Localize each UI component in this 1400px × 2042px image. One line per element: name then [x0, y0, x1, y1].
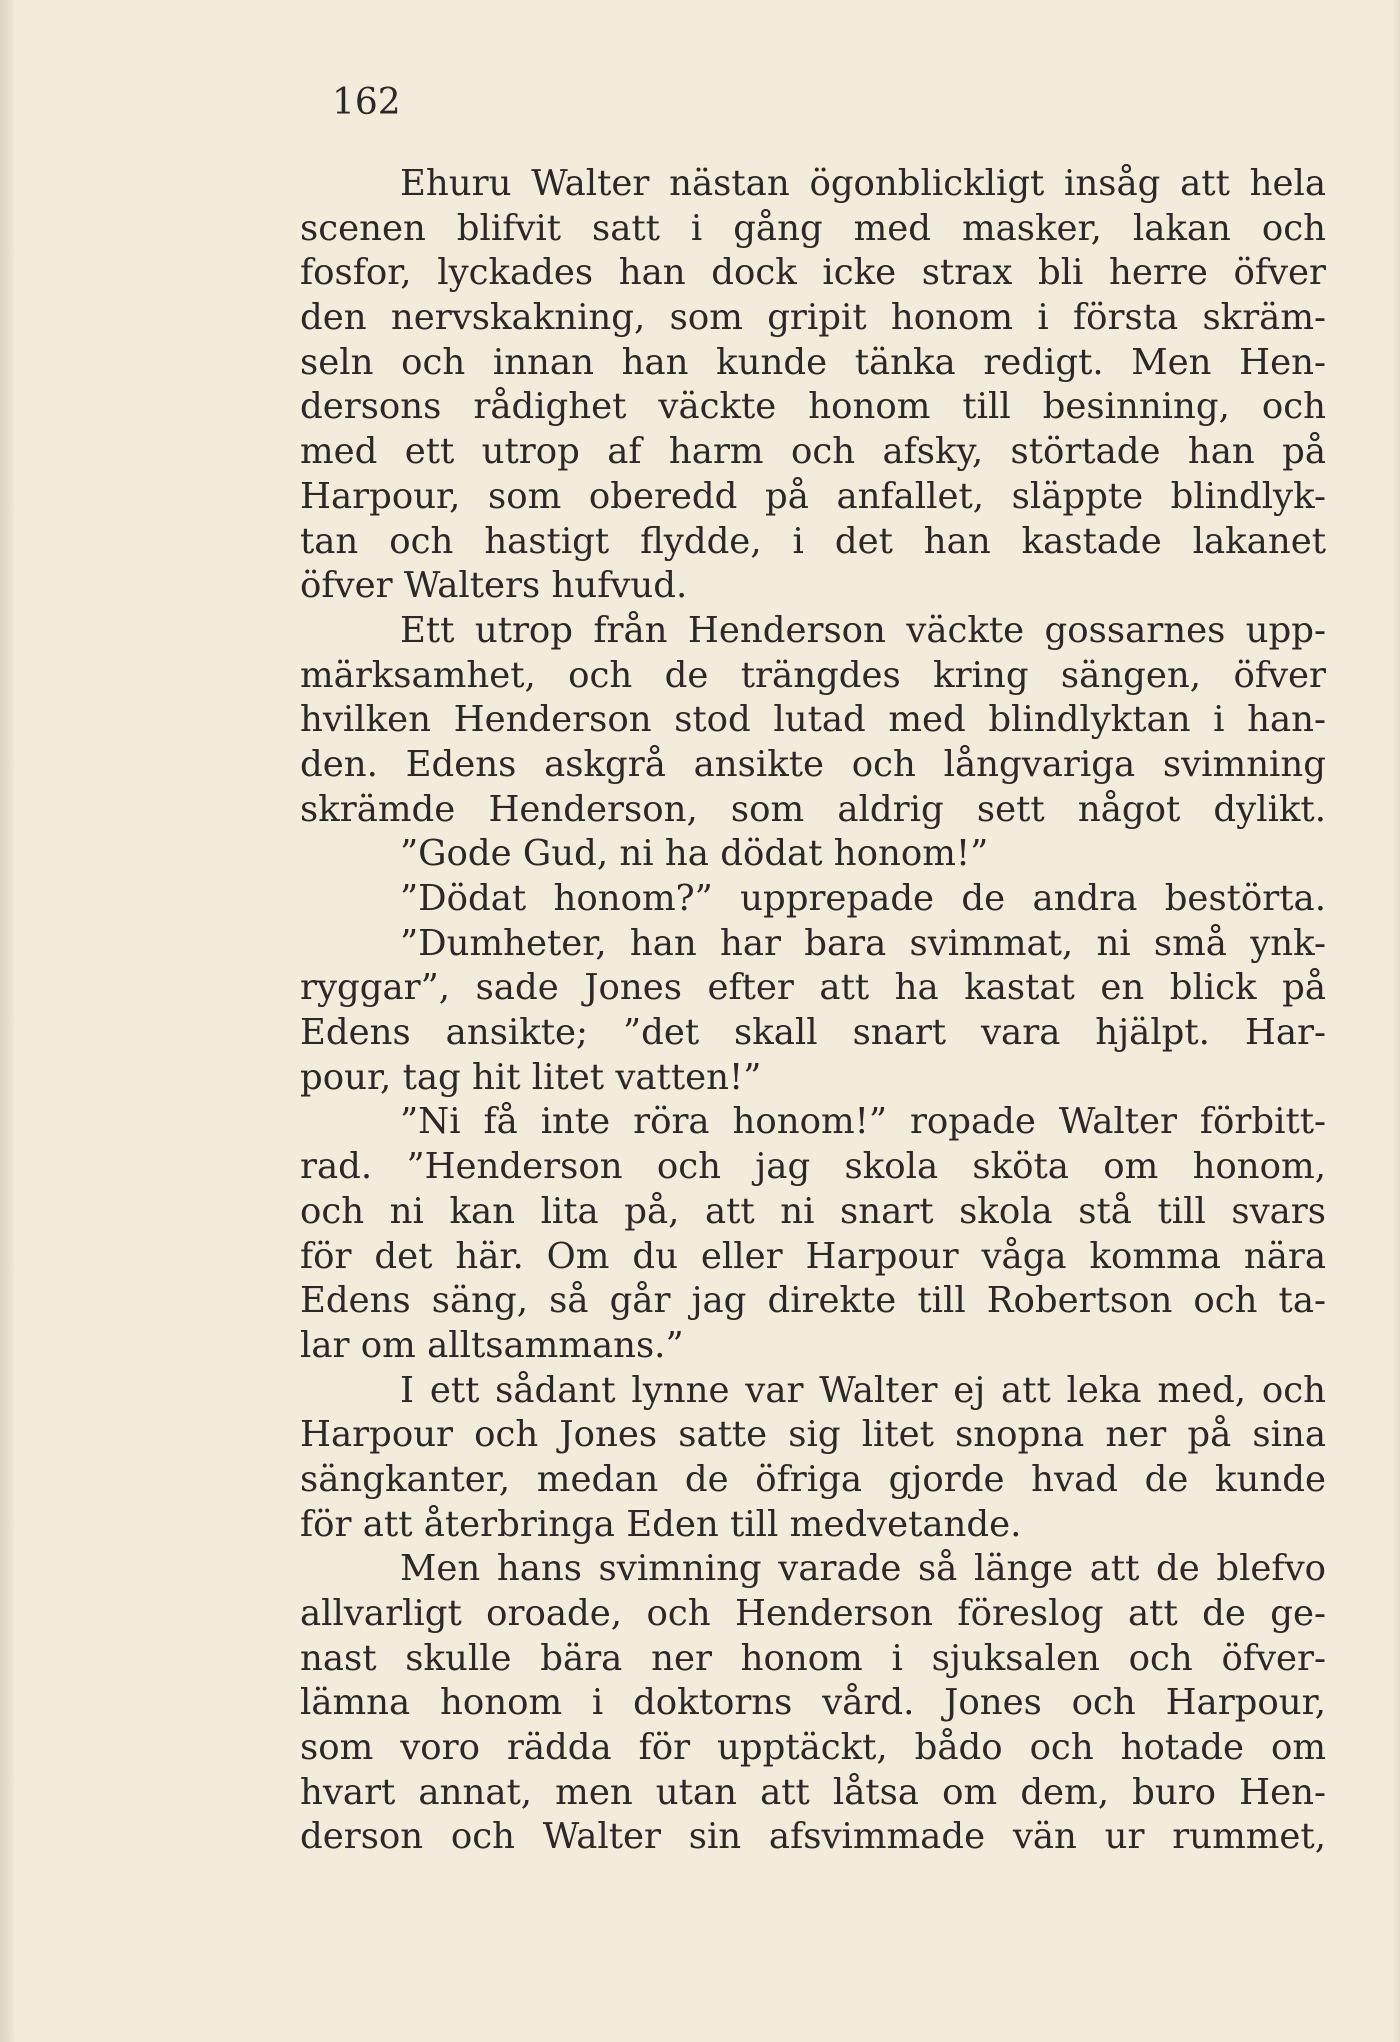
page-outer-edge — [1392, 0, 1400, 2042]
text-line: I ett sådant lynne var Walter ej att leka med, och — [400, 1369, 1326, 1411]
text-line: Ehuru Walter nästan ögonblickligt insåg att hela — [400, 163, 1326, 204]
text-line: Harpour och Jones satte sig litet snopna ner på sina — [300, 1414, 1326, 1456]
text-line: för det här. Om du eller Harpour våga komma nära — [300, 1235, 1326, 1277]
text-line: Edens säng, så går jag direkte till Robertson och ta- — [300, 1280, 1326, 1322]
text-line: hvart annat, men utan att låtsa om dem, buro Hen- — [300, 1771, 1326, 1813]
text-line: ”Dumheter, han har bara svimmat, ni små ynk- — [400, 922, 1326, 964]
text-line: seln och innan han kunde tänka redigt. Men Hen- — [300, 341, 1326, 383]
text-line: sängkanter, medan de öfriga gjorde hvad de kunde — [300, 1458, 1326, 1500]
text-line: ”Ni få inte röra honom!” ropade Walter förbitt- — [400, 1101, 1326, 1143]
text-line: lämna honom i doktorns vård. Jones och Harpour, — [300, 1682, 1326, 1724]
text-line: och ni kan lita på, att ni snart skola stå till svars — [300, 1190, 1326, 1232]
text-line: lar om alltsammans.” — [300, 1324, 684, 1366]
text-line: med ett utrop af harm och afsky, störtade han på — [300, 431, 1326, 473]
text-line: scenen blifvit satt i gång med masker, lakan och — [300, 207, 1326, 249]
text-line: pour, tag hit litet vatten!” — [300, 1056, 762, 1098]
text-line: öfver Walters hufvud. — [300, 565, 688, 607]
text-line: skrämde Henderson, som aldrig sett något dylikt. — [300, 788, 1326, 830]
text-line: fosfor, lyckades han dock icke strax bli herre öfver — [300, 252, 1326, 294]
text-line: ”Dödat honom?” upprepade de andra bestörta. — [400, 878, 1326, 919]
text-line: tan och hastigt flydde, i det han kastade lakanet — [300, 520, 1326, 562]
text-line: för att återbringa Eden till medvetande. — [300, 1503, 1022, 1545]
text-line: den nervskakning, som gripit honom i första skräm- — [300, 297, 1326, 339]
text-line: allvarligt oroade, och Henderson föreslog att de ge- — [300, 1593, 1326, 1634]
body-text — [300, 162, 1326, 1860]
text-line: som voro rädda för upptäckt, bådo och hotade om — [300, 1727, 1326, 1769]
text-line: ”Gode Gud, ni ha dödat honom!” — [400, 833, 989, 875]
text-line: märksamhet, och de trängdes kring sängen, öfver — [300, 654, 1326, 696]
text-line: Men hans svimning varade så länge att de blefvo — [400, 1548, 1326, 1590]
text-line: derson och Walter sin afsvimmade vän ur rummet, — [300, 1816, 1326, 1858]
text-line: rad. ”Henderson och jag skola sköta om honom, — [300, 1146, 1326, 1188]
page-binding-edge — [0, 0, 14, 2042]
text-line: den. Edens askgrå ansikte och långvariga svimning — [300, 743, 1326, 785]
text-line: Ett utrop från Henderson väckte gossarnes upp- — [400, 609, 1326, 651]
text-line: ryggar”, sade Jones efter att ha kastat en blick på — [300, 967, 1326, 1009]
text-line: Harpour, som oberedd på anfallet, släppte blindlyk- — [300, 475, 1326, 517]
text-line: hvilken Henderson stod lutad med blindlyktan i han- — [300, 699, 1326, 741]
text-line: Edens ansikte; ”det skall snart vara hjälpt. Har- — [300, 1012, 1326, 1054]
page-number: 162 — [332, 82, 401, 123]
text-line: dersons rådighet väckte honom till besinning, och — [300, 386, 1326, 428]
text-line: nast skulle bära ner honom i sjuksalen och öfver- — [300, 1637, 1326, 1679]
